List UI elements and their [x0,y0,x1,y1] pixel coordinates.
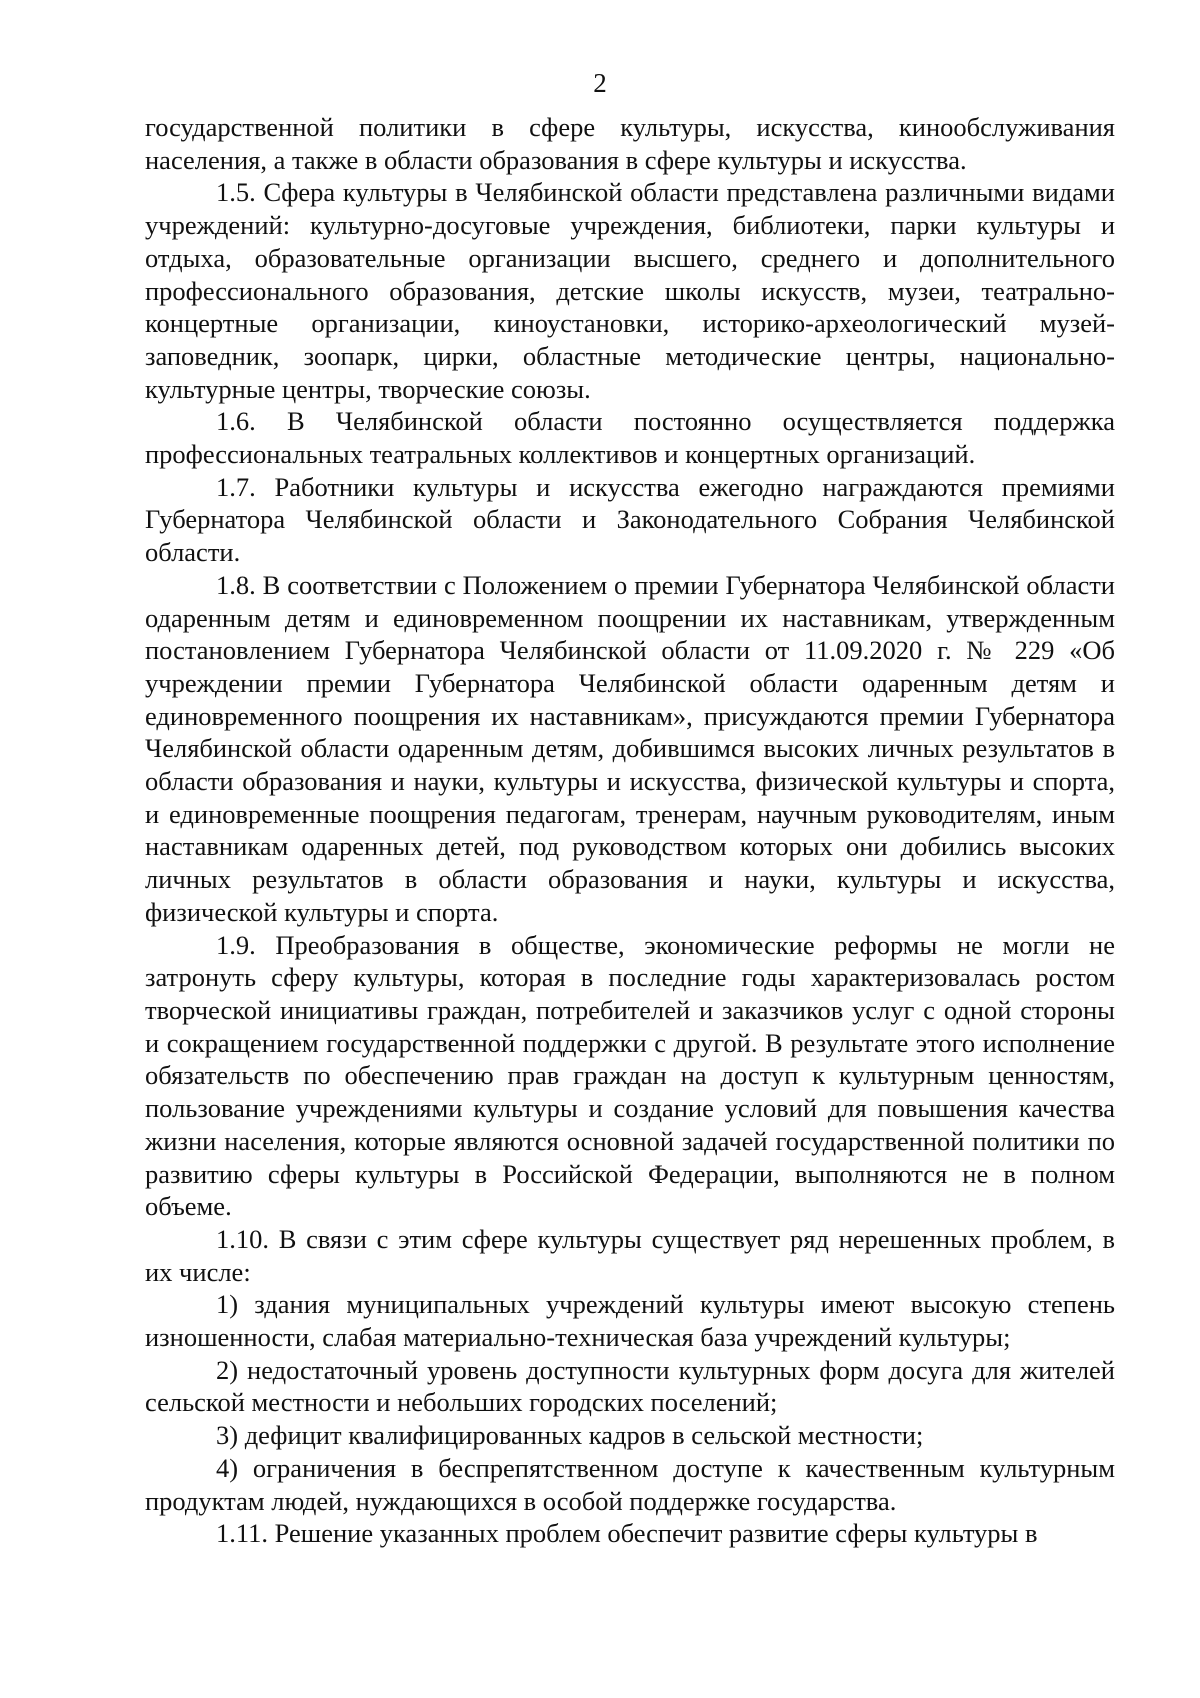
paragraph-1-6: 1.6. В Челябинской области постоянно осуществляется поддержка профессиональных театральных коллективов и концертных организаций. [145,406,1115,470]
paragraph-1-8: 1.8. В соответствии с Положением о премии Губернатора Челябинской области одаренным детям и единовременном поощрении их наставникам, утвержденным постановлением Губернатора Челябинской области от 11.09.2020 г. № 229 «Об учреждении премии Губернатора Челябинской области одаренным детям и единовременного поощрения их наставникам», присуждаются премии Губернатора Челябинской области одаренным детям, добившимся высоких личных результатов в области образования и науки, культуры и искусства, физической культуры и спорта, и единовременные поощрения педагогам, тренерам, научным руководителям, иным наставникам одаренных детей, под руководством которых они добились высоких личных результатов в области образования и науки, культуры и искусства, физической культуры и спорта. [145,569,1115,927]
list-item-4: 4) ограничения в беспрепятственном доступе к качественным культурным продуктам людей, нуждающихся в особой поддержке государства. [145,1452,1115,1516]
paragraph-1-11: 1.11. Решение указанных проблем обеспечит развитие сферы культуры в [216,1518,1038,1549]
paragraph-1-10: 1.10. В связи с этим сфере культуры существует ряд нерешенных проблем, в их числе: [145,1223,1115,1287]
paragraph-1-9: 1.9. Преобразования в обществе, экономические реформы не могли не затронуть сферу культуры, которая в последние годы характеризовалась ростом творческой инициативы граждан, потребителей и заказчиков услуг с одной стороны и сокращением государственной поддержки с другой. В результате этого исполнение обязательств по обеспечению прав граждан на доступ к культурным ценностям, пользование учреждениями культуры и создание условий для повышения качества жизни населения, которые являются основной задачей государственной политики по развитию сферы культуры в Российской Федерации, выполняются не в полном объеме. [145,929,1115,1222]
document-body [145,111,1115,1550]
list-item-3: 3) дефицит квалифицированных кадров в сельской местности; [216,1420,924,1451]
paragraph-continuation: государственной политики в сфере культуры, искусства, кинообслуживания населения, а также в области образования в сфере культуры и искусства. [145,112,1115,175]
list-item-1: 1) здания муниципальных учреждений культуры имеют высокую степень изношенности, слабая материально-техническая база учреждений культуры; [145,1289,1115,1353]
paragraph-1-7: 1.7. Работники культуры и искусства ежегодно награждаются премиями Губернатора Челябинской области и Законодательного Собрания Челябинской области. [145,471,1115,568]
paragraph-1-5: 1.5. Сфера культуры в Челябинской области представлена различными видами учреждений: культурно-досуговые учреждения, библиотеки, парки культуры и отдыха, образовательные организации высшего, среднего и дополнительного профессионального образования, детские школы искусств, музеи, театрально-концертные организации, киноустановки, историко-археологический музей-заповедник, зоопарк, цирки, областные методические центры, национально-культурные центры, творческие союзы. [145,177,1115,404]
page-number: 2 [593,68,607,98]
list-item-2: 2) недостаточный уровень доступности культурных форм досуга для жителей сельской местности и небольших городских поселений; [145,1354,1115,1418]
